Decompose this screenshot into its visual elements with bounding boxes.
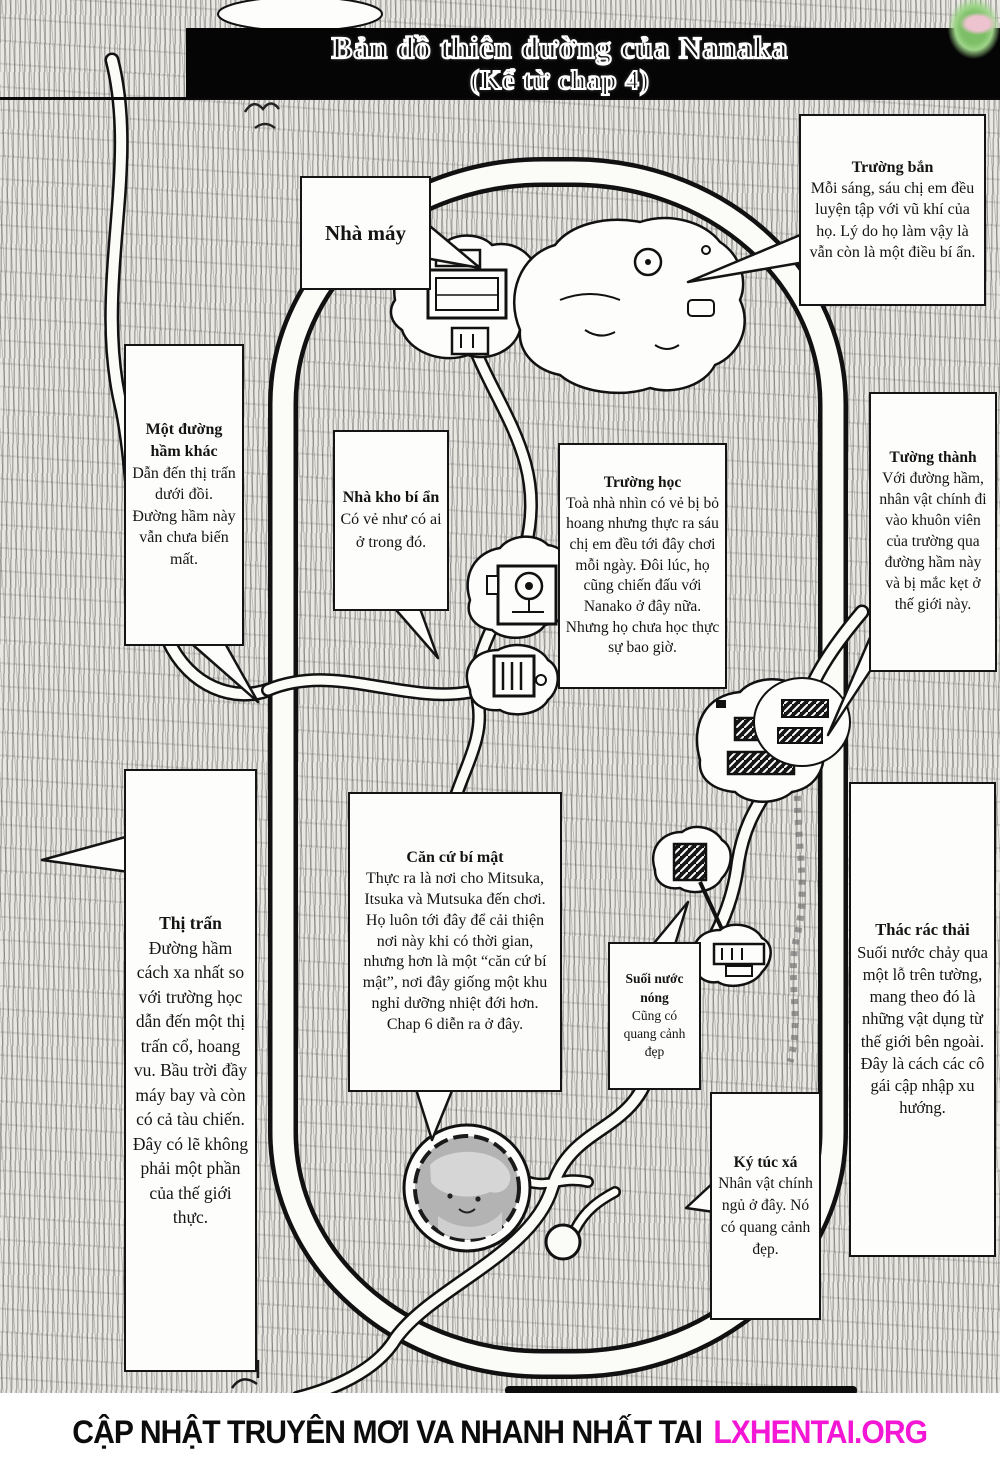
- callout-title: Tường thành: [889, 449, 977, 467]
- callout-mysterious-warehouse: [333, 430, 449, 611]
- callout-town: [124, 769, 257, 1372]
- callout-body: Với đường hầm, nhân vật chính đi vào khuôn viên của trường qua đường hầm này và bị mắc kẹt ở thế giới này.: [879, 470, 987, 613]
- callout-title: Suối nước nóng: [625, 971, 684, 1005]
- callout-other-tunnel: [124, 344, 244, 646]
- callout-title: Trường học: [603, 474, 682, 492]
- callout-trash-waterfall: [849, 782, 996, 1257]
- callout-body: Dẫn đến thị trấn dưới đồi. Đường hầm này vẫn chưa biến mất.: [132, 464, 236, 568]
- small-house-icon: [693, 925, 771, 986]
- callout-title: Thị trấn: [159, 913, 222, 934]
- callout-wall: [869, 392, 997, 672]
- callout-body: Đường hầm cách xa nhất so với trường học dẫn đến một thị trấn cổ, hoang vu. Bầu trời đầy máy bay và còn có cả tàu chiến. Đây có lẽ không phải một phần của thế giới thực.: [132, 937, 249, 1228]
- callout-body: Cũng có quang cảnh đẹp: [623, 1007, 686, 1060]
- callout-dormitory: [710, 1092, 821, 1320]
- callout-title: Thác rác thải: [875, 920, 970, 940]
- page-title-line2: (Kể từ chap 4): [470, 65, 650, 95]
- callout-body: Nhân vật chính ngủ ở đây. Nó có quang cảnh đẹp.: [718, 1175, 813, 1258]
- scan-artifact: [942, 0, 1000, 62]
- callout-body: Toà nhà nhìn có vẻ bị bỏ hoang nhưng thực ra sáu chị em đều tới đây chơi mỗi ngày. Đôi lúc, họ cũng chiến đấu với Nanako ở đây nữa. Nhưng họ chưa học thực sự bao giờ.: [565, 494, 720, 657]
- callout-title: Nhà kho bí ẩn: [342, 488, 440, 506]
- callout-body: Suối nước chảy qua một lỗ trên tường, mang theo đó là những vật dụng từ thế giới bên ngoài. Đây là cách các cô gái cập nhập xu hướng.: [857, 942, 988, 1118]
- callout-title: Nhà máy: [324, 220, 407, 245]
- hill-icon: [514, 218, 744, 393]
- callout-title: Ký túc xá: [733, 1153, 798, 1171]
- callout-title: Căn cứ bí mật: [406, 849, 504, 867]
- callout-secret-base: [348, 792, 562, 1092]
- storehouse-icon: [467, 645, 558, 714]
- callout-factory: [300, 176, 431, 290]
- callout-body: Có vẻ như có ai ở trong đó.: [340, 511, 442, 551]
- hot-spring-icon: [653, 827, 730, 938]
- title-banner: [186, 28, 1000, 98]
- callout-shooting-range: [799, 114, 986, 306]
- callout-title: Một đường hầm khác: [145, 421, 223, 461]
- callout-hot-spring: [608, 942, 701, 1090]
- callout-body: Thực ra là nơi cho Mitsuka, Itsuka và Mutsuka đến chơi. Họ luôn tới đây để cải thiện nơi này khi có thời gian, nhưng hơn là một “căn cứ bí mật”, nơi đây giống một khu nghỉ dưỡng nhiệt đới hơn. Chap 6 diễn ra ở đây.: [362, 870, 548, 1033]
- pond-secret-base-icon: [404, 1125, 530, 1251]
- footer-text: CẬP NHẬT TRUYÊN MƠI VA NHANH NHẤT TAI: [72, 1413, 703, 1450]
- page-title-line1: Bản đồ thiên đường của Nanaka: [331, 30, 789, 65]
- callout-body: Mỗi sáng, sáu chị em đều luyện tập với vũ khí của họ. Lý do họ làm vậy là vẫn còn là một điều bí ẩn.: [809, 180, 976, 261]
- trash-stream: [790, 760, 802, 1062]
- footer-site-link[interactable]: LXHENTAI.ORG: [713, 1413, 928, 1450]
- callout-title: Trường bắn: [851, 159, 934, 177]
- callout-school: [558, 443, 727, 689]
- footer-credit: [0, 1393, 1000, 1471]
